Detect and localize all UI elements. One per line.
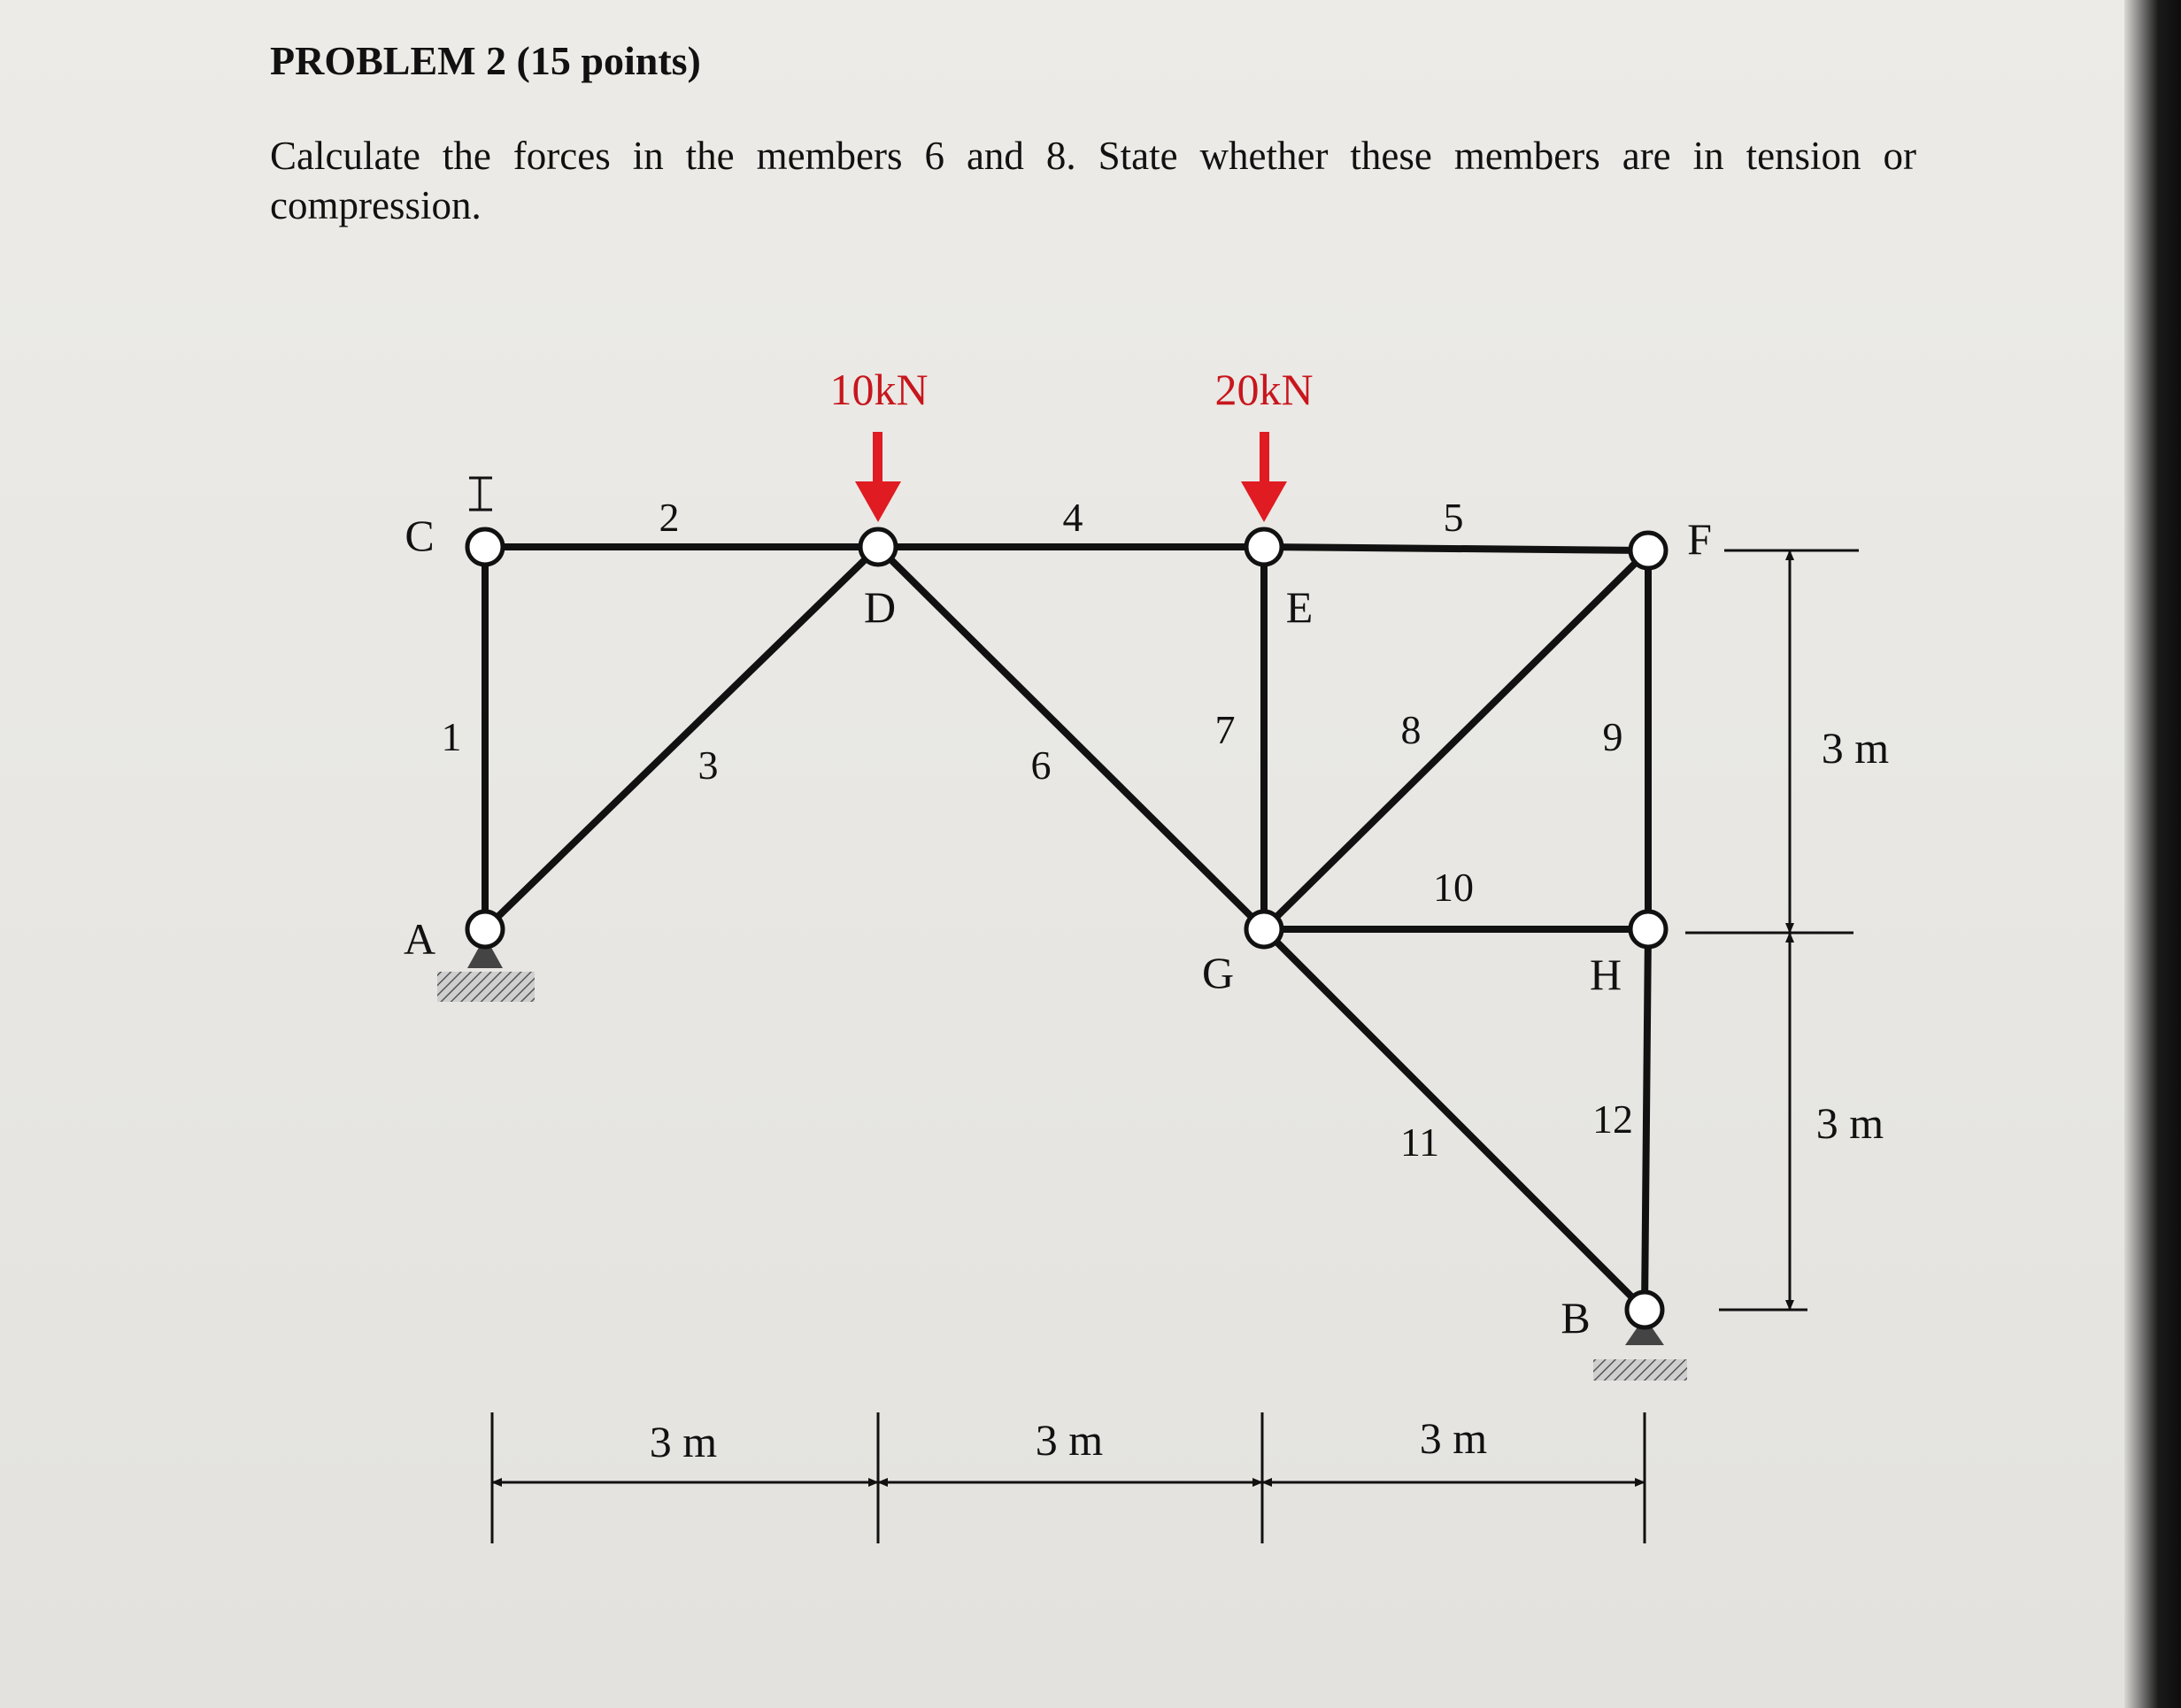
node-label-F: F: [1687, 514, 1712, 564]
member-label-2: 2: [659, 495, 680, 540]
member-label-12: 12: [1592, 1096, 1633, 1142]
joint-D: [860, 529, 896, 565]
dim-label-h3: 3 m: [1419, 1413, 1488, 1463]
joint-C: [467, 529, 503, 565]
member-6: [878, 547, 1264, 929]
member-label-9: 9: [1602, 714, 1623, 759]
member-label-11: 11: [1399, 1119, 1440, 1165]
vertical-dimension: [1685, 550, 1859, 1310]
problem-heading: PROBLEM 2 (15 points): [270, 38, 701, 83]
member-label-4: 4: [1062, 495, 1083, 540]
dim-label-h2: 3 m: [1035, 1415, 1104, 1465]
node-label-H: H: [1589, 950, 1622, 999]
member-label-7: 7: [1214, 707, 1236, 752]
node-label-C: C: [405, 511, 435, 560]
member-12: [1645, 929, 1648, 1310]
joint-F: [1630, 533, 1666, 568]
node-label-A: A: [403, 914, 436, 964]
member-5: [1264, 547, 1648, 550]
load-label-E: 20kN: [1214, 365, 1314, 414]
member-label-8: 8: [1400, 707, 1422, 752]
joint-B: [1627, 1292, 1662, 1327]
load-label-D: 10kN: [829, 365, 929, 414]
member-label-1: 1: [441, 714, 462, 759]
joint-A: [467, 912, 503, 947]
member-label-10: 10: [1433, 865, 1474, 910]
node-label-G: G: [1201, 948, 1235, 997]
dim-label-h1: 3 m: [649, 1417, 718, 1466]
member-3: [485, 547, 878, 929]
member-label-5: 5: [1443, 495, 1464, 540]
member-label-3: 3: [697, 742, 719, 788]
node-label-B: B: [1561, 1293, 1591, 1343]
roller-guide-C: [469, 478, 492, 510]
load-arrow-D: [855, 432, 901, 522]
dim-label-v1: 3 m: [1821, 723, 1890, 773]
member-label-6: 6: [1030, 742, 1052, 788]
joint-G: [1246, 912, 1282, 947]
member-11: [1264, 929, 1645, 1310]
joint-H: [1630, 912, 1666, 947]
node-label-D: D: [863, 582, 897, 632]
dim-label-v2: 3 m: [1815, 1098, 1884, 1148]
problem-statement: Calculate the forces in the members 6 and 8. State whether these members are in tension or compression.: [270, 134, 1916, 227]
joint-E: [1246, 529, 1282, 565]
load-arrow-E: [1241, 432, 1287, 522]
node-label-E: E: [1285, 582, 1314, 632]
